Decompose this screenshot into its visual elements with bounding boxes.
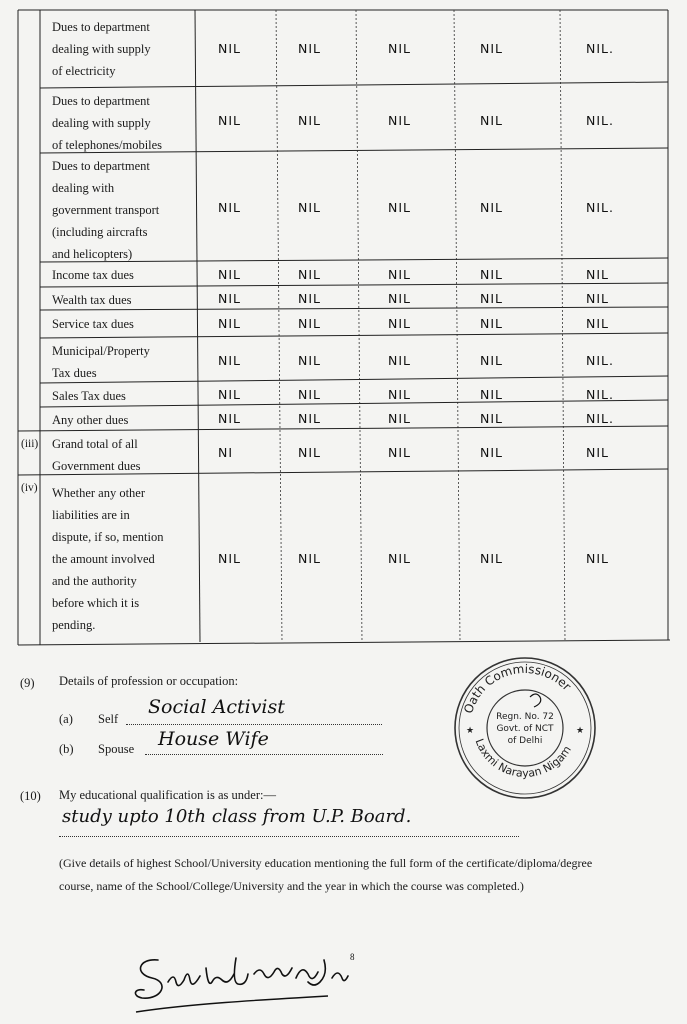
row-value-cell: NIL bbox=[480, 199, 504, 215]
row-label-line: Dues to department bbox=[52, 20, 150, 34]
signature-text: Sudesh Kumar Jain bbox=[128, 938, 136, 939]
row-value-cell: NIL bbox=[480, 112, 504, 128]
spouse-label: Spouse bbox=[98, 742, 135, 756]
row-value-cell: NIL bbox=[298, 550, 322, 566]
row-value-cell: NIL bbox=[388, 550, 412, 566]
row-label-line: dealing with supply bbox=[52, 116, 151, 130]
row-value-cell: NIL bbox=[480, 316, 504, 331]
row-value-cell: NIL bbox=[218, 352, 242, 368]
section10-title: My educational qualification is as under:— bbox=[59, 788, 276, 802]
row-label-line: Municipal/Property bbox=[52, 344, 150, 358]
row-label-line: before which it is bbox=[52, 595, 140, 610]
row-label-line: Sales Tax dues bbox=[52, 389, 126, 403]
row-value-cell: NIL bbox=[298, 352, 322, 368]
row-value-cell: NIL bbox=[480, 290, 504, 306]
row-value-cell: NI bbox=[218, 445, 234, 460]
row-value-cell: NIL bbox=[298, 411, 322, 426]
education-value: study upto 10th class from U.P. Board. bbox=[62, 806, 412, 827]
row-value-cell: NIL bbox=[480, 411, 504, 426]
row-value-cell: NIL bbox=[218, 550, 242, 566]
row-value-cell: NIL. bbox=[586, 387, 614, 402]
row-value-cell: NIL bbox=[586, 266, 610, 282]
row-value-cell: NIL bbox=[388, 316, 412, 331]
row-label-line: government transport bbox=[52, 203, 160, 217]
row-label-line: and helicopters) bbox=[52, 247, 133, 261]
row-label-line: of telephones/mobiles bbox=[52, 138, 163, 152]
row-label-line: dealing with bbox=[52, 181, 115, 195]
stamp-star-right: ★ bbox=[576, 725, 585, 735]
row-value-cell: NIL bbox=[388, 387, 412, 402]
row-value-cell: NIL bbox=[218, 411, 242, 426]
row-label-line: dealing with supply bbox=[52, 42, 151, 56]
section10-number: (10) bbox=[20, 789, 41, 803]
row-value-cell: NIL bbox=[586, 445, 610, 460]
row-value-cell: NIL bbox=[298, 387, 322, 402]
row-value-cell: NIL bbox=[388, 199, 412, 215]
self-value: Social Activist bbox=[148, 696, 285, 718]
row-value-cell: NIL bbox=[480, 387, 504, 402]
self-label: Self bbox=[98, 712, 119, 726]
row-value-cell: NIL bbox=[388, 445, 412, 460]
row-label-line: Any other dues bbox=[52, 413, 129, 427]
spouse-value: House Wife bbox=[158, 728, 269, 750]
row-value-cell: NIL. bbox=[586, 352, 614, 368]
row-value-cell: NIL bbox=[218, 199, 242, 215]
section9-number: (9) bbox=[20, 676, 35, 690]
spouse-marker: (b) bbox=[59, 742, 74, 756]
row-value-cell: NIL bbox=[586, 316, 610, 331]
row-value-cell: NIL bbox=[388, 112, 412, 128]
self-line bbox=[126, 724, 382, 725]
row-value-cell: NIL bbox=[218, 266, 242, 282]
row-value-cell: NIL bbox=[480, 352, 504, 368]
row-label-line: the amount involved bbox=[52, 551, 155, 566]
row-value-cell: NIL bbox=[298, 290, 322, 306]
row-value-cell: NIL bbox=[298, 266, 322, 282]
row-label-line: Government dues bbox=[52, 459, 141, 473]
row-value-cell: NIL bbox=[218, 290, 242, 306]
oath-commissioner-stamp bbox=[452, 655, 598, 801]
stamp-initials-mark bbox=[530, 694, 541, 707]
education-line bbox=[59, 836, 519, 837]
row-value-cell: NIL bbox=[480, 550, 504, 566]
row-value-cell: NIL bbox=[388, 266, 412, 282]
self-marker: (a) bbox=[59, 712, 73, 726]
row-value-cell: NIL bbox=[388, 411, 412, 426]
stamp-star-left: ★ bbox=[466, 725, 475, 735]
row-value-cell: NIL bbox=[218, 387, 242, 402]
row-value-cell: NIL bbox=[388, 352, 412, 368]
row-value-cell: NIL bbox=[388, 41, 412, 56]
stamp-center-line-1: Regn. No. 72 bbox=[496, 712, 554, 722]
education-note-line2: course, name of the School/College/University and the year in which the course was completed.) bbox=[59, 879, 524, 893]
row-label-line: Grand total of all bbox=[52, 437, 138, 451]
svg-text:8: 8 bbox=[350, 952, 355, 962]
row-value-cell: NIL bbox=[298, 445, 322, 460]
row-value-cell: NIL bbox=[586, 550, 610, 566]
signature bbox=[128, 938, 388, 1018]
row-value-cell: NIL bbox=[218, 41, 242, 56]
stamp-ring-bottom: Laxmi Narayan Nigam bbox=[472, 736, 574, 780]
row-label-line: of electricity bbox=[52, 64, 116, 78]
row-label-line: dispute, if so, mention bbox=[52, 529, 164, 544]
row-value-cell: NIL bbox=[586, 290, 610, 306]
stamp-center-line-2: Govt. of NCT bbox=[496, 724, 554, 734]
row-value-cell: NIL bbox=[218, 112, 242, 128]
row-label-line: Dues to department bbox=[52, 159, 150, 173]
row-label-line: Wealth tax dues bbox=[52, 293, 132, 307]
row-number: (iv) bbox=[21, 482, 38, 494]
row-label-line: (including aircrafts bbox=[52, 225, 148, 239]
row-label-line: Whether any other bbox=[52, 485, 146, 500]
row-value-cell: NIL bbox=[480, 41, 504, 56]
spouse-line bbox=[145, 754, 383, 755]
education-note-line1: (Give details of highest School/University education mentioning the full form of the certificate/diploma/degree bbox=[59, 856, 593, 870]
row-value-cell: NIL bbox=[298, 112, 322, 128]
row-label-line: liabilities are in bbox=[52, 507, 130, 522]
row-label-line: Service tax dues bbox=[52, 317, 134, 331]
row-label-line: Dues to department bbox=[52, 94, 150, 108]
stamp-ring-top: Oath Commissioner bbox=[461, 661, 574, 716]
row-label-line: Income tax dues bbox=[52, 268, 134, 282]
row-value-cell: NIL. bbox=[586, 199, 614, 215]
row-value-cell: NIL bbox=[298, 316, 322, 331]
row-value-cell: NIL bbox=[480, 445, 504, 460]
row-value-cell: NIL. bbox=[586, 112, 614, 128]
row-value-cell: NIL bbox=[388, 290, 412, 306]
row-label-line: pending. bbox=[52, 617, 96, 632]
stamp-center-line-3: of Delhi bbox=[507, 736, 543, 746]
section9-title: Details of profession or occupation: bbox=[59, 674, 239, 688]
row-value-cell: NIL. bbox=[586, 411, 614, 426]
row-label-line: and the authority bbox=[52, 573, 137, 588]
row-value-cell: NIL. bbox=[586, 41, 614, 56]
row-value-cell: NIL bbox=[298, 41, 322, 56]
row-label-line: Tax dues bbox=[52, 366, 97, 380]
row-number: (iii) bbox=[21, 438, 39, 450]
row-value-cell: NIL bbox=[480, 266, 504, 282]
row-value-cell: NIL bbox=[298, 199, 322, 215]
row-value-cell: NIL bbox=[218, 316, 242, 331]
